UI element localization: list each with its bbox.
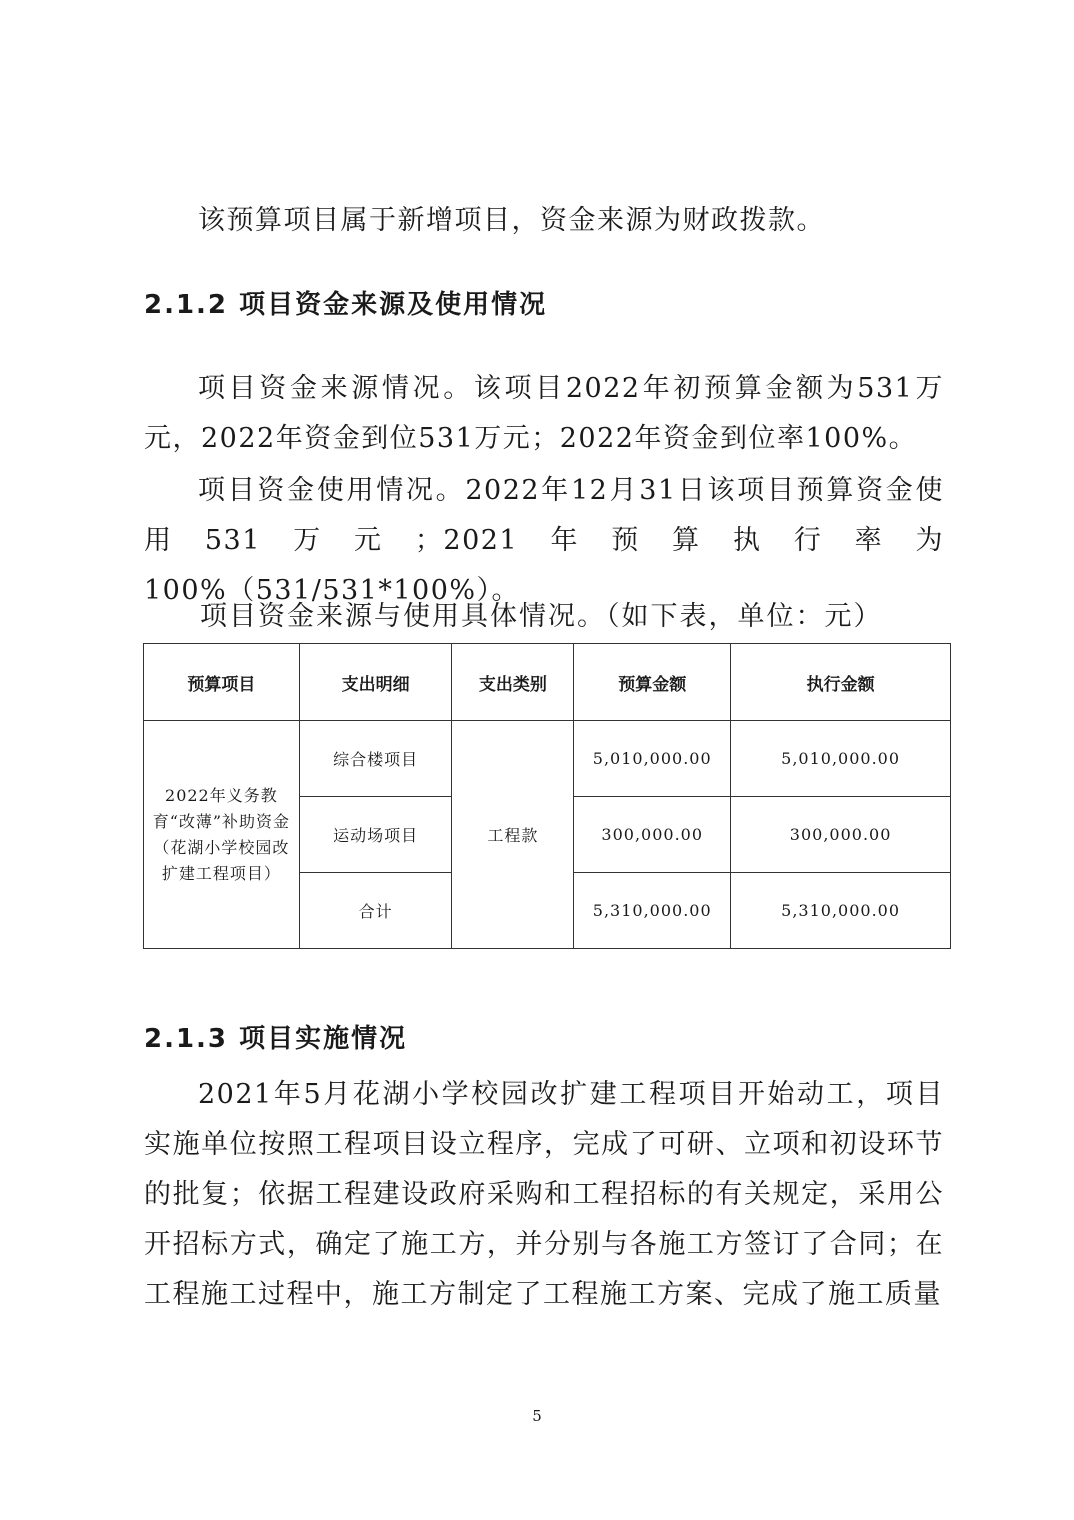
header-expense-category: 支出类别: [452, 644, 574, 721]
detail-cell: 运动场项目: [299, 797, 452, 873]
table-caption: 项目资金来源与使用具体情况。（如下表，单位：元）: [200, 601, 883, 632]
table-header-row: [144, 644, 951, 721]
category-cell: 工程款: [452, 721, 574, 949]
budget-amount-cell: 5,310,000.00: [574, 873, 731, 949]
implementation-paragraph: 2021年5月花湖小学校园改扩建工程项目开始动工，项目实施单位按照工程项目设立程序，完成了可研、立项和初设环节的批复；依据工程建设政府采购和工程招标的有关规定，采用公开招标方式，确定了施工方，并分别与各施工方签订了合同；在工程施工过程中，施工方制定了工程施工方案、完成了施工质量: [144, 1079, 944, 1310]
budget-amount-cell: 300,000.00: [574, 797, 731, 873]
funding-table: [143, 643, 951, 949]
section-heading-2-1-2: 2.1.2 项目资金来源及使用情况: [144, 290, 548, 320]
header-budget-project: 预算项目: [144, 644, 300, 721]
executed-amount-cell: 5,310,000.00: [731, 873, 951, 949]
page-number: 5: [532, 1407, 542, 1425]
executed-amount-cell: 300,000.00: [731, 797, 951, 873]
table-row: [144, 721, 951, 797]
detail-cell: 合计: [299, 873, 452, 949]
project-name-cell: 2022年义务教育“改薄”补助资金（花湖小学校园改扩建工程项目）: [144, 721, 300, 949]
intro-paragraph: 该预算项目属于新增项目，资金来源为财政拨款。: [198, 205, 825, 236]
header-executed-amount: 执行金额: [731, 644, 951, 721]
header-budget-amount: 预算金额: [574, 644, 731, 721]
header-expense-detail: 支出明细: [299, 644, 452, 721]
executed-amount-cell: 5,010,000.00: [731, 721, 951, 797]
funding-source-paragraph: 项目资金来源情况。该项目2022年初预算金额为531万元，2022年资金到位531万元；2022年资金到位率100%。: [144, 373, 944, 454]
budget-amount-cell: 5,010,000.00: [574, 721, 731, 797]
detail-cell: 综合楼项目: [299, 721, 452, 797]
section-heading-2-1-3: 2.1.3 项目实施情况: [144, 1024, 408, 1054]
funding-usage-paragraph: 项目资金使用情况。2022年12月31日该项目预算资金使用531万元；2021年预算执行率为100%（531/531*100%）。: [144, 475, 944, 606]
